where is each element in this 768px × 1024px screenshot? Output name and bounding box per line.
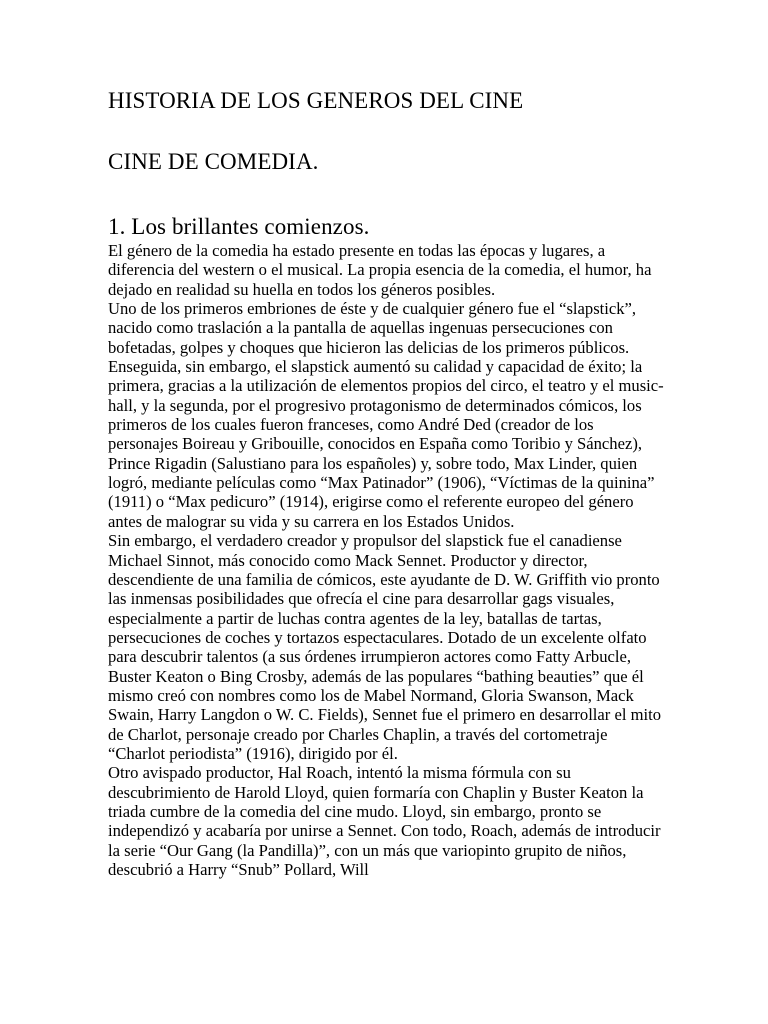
document-title: HISTORIA DE LOS GENEROS DEL CINE [108, 88, 524, 113]
body-text [108, 241, 664, 879]
document-subtitle: CINE DE COMEDIA. [108, 149, 319, 174]
section-heading: 1. Los brillantes comienzos. [108, 214, 370, 239]
paragraph-1: El género de la comedia ha estado presente en todas las épocas y lugares, a diferencia del western o el musical. La propia esencia de la comedia, el humor, ha dejado en realidad su huella en todos los géneros posibles. [108, 241, 652, 299]
paragraph-3: Sin embargo, el verdadero creador y propulsor del slapstick fue el canadiense Michael Sinnot, más conocido como Mack Sennet. Productor y director, descendiente de una familia de cómicos, este ayudante de D. W. Griffith vio pronto las inmensas posibilidades que ofrecía el cine para desarrollar gags visuales, especialmente a partir de luchas contra agentes de la ley, batallas de tartas, persecuciones de coches y tortazos espectaculares. Dotado de un excelente olfato para descubrir talentos (a sus órdenes irrumpieron actores como Fatty Arbucle, Buster Keaton o Bing Crosby, además de las populares “bathing beauties” que él mismo creó con nombres como los de Mabel Normand, Gloria Swanson, Mack Swain, Harry Langdon o W. C. Fields), Sennet fue el primero en desarrollar el mito de Charlot, personaje creado por Charles Chaplin, a través del cortometraje “Charlot periodista” (1916), dirigido por él. [108, 531, 661, 763]
document-content [108, 86, 664, 879]
paragraph-2: Uno de los primeros embriones de éste y de cualquier género fue el “slapstick”, nacido como traslación a la pantalla de aquellas ingenuas persecuciones con bofetadas, golpes y choques que hicieron las delicias de los primeros públicos. Enseguida, sin embargo, el slapstick aumentó su calidad y capacidad de éxito; la primera, gracias a la utilización de elementos propios del circo, el teatro y el music-hall, y la segunda, por el progresivo protagonismo de determinados cómicos, los primeros de los cuales fueron franceses, como André Ded (creador de los personajes Boireau y Gribouille, conocidos en España como Toribio y Sánchez), Prince Rigadin (Salustiano para los españoles) y, sobre todo, Max Linder, quien logró, mediante películas como “Max Patinador” (1906), “Víctimas de la quinina” (1911) o “Max pedicuro” (1914), erigirse como el referente europeo del género antes de malograr su vida y su carrera en los Estados Unidos. [108, 299, 664, 531]
paragraph-4: Otro avispado productor, Hal Roach, intentó la misma fórmula con su descubrimiento de Harold Lloyd, quien formaría con Chaplin y Buster Keaton la triada cumbre de la comedia del cine mudo. Lloyd, sin embargo, pronto se independizó y acabaría por unirse a Sennet. Con todo, Roach, además de introducir la serie “Our Gang (la Pandilla)”, con un más que variopinto grupito de niños, descubrió a Harry “Snub” Pollard, Will [108, 763, 661, 879]
